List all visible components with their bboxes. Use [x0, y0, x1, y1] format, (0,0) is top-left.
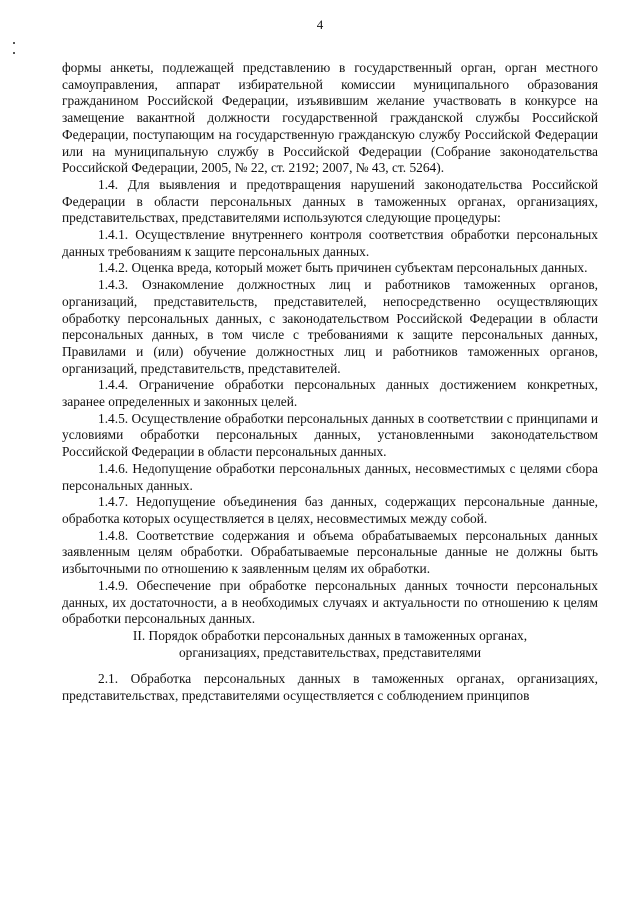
paragraph-1-4-7: 1.4.7. Недопущение объединения баз данных, содержащих персональные данные, обработка которых осуществляется в целях, несовместимых между собой. [62, 494, 598, 526]
paragraph-2-1: 2.1. Обработка персональных данных в таможенных органах, организациях, представительствах, представителями осуществляется с соблюдением принципов [62, 671, 598, 704]
paragraph-1-4-8: 1.4.8. Соответствие содержания и объема обрабатываемых персональных данных заявленным целям обработки. Обрабатываемые персональные данные не должны быть избыточными по отношению к заявленным целям их обработки. [62, 527, 598, 577]
section-heading: II. Порядок обработки персональных данных в таможенных органах, организациях, представительствах, представителями [132, 627, 528, 660]
paragraph-continuation: формы анкеты, подлежащей представлению в государственный орган, орган местного самоуправления, аппарат избирательной комиссии муниципального образования гражданином Российской Федерации, изъявившим желание участвовать в конкурсе на замещение вакантной должности государственной гражданской службы Российской Федерации, поступающим на государственную гражданскую службу Российской Федерации или на муниципальную службу в Российской Федерации (Собрание законодательства Российской Федерации, 2005, № 22, ст. 2192; 2007, № 43, ст. 5264). [62, 60, 598, 176]
paragraph-1-4-4: 1.4.4. Ограничение обработки персональных данных достижением конкретных, заранее определенных и законных целей. [62, 377, 598, 410]
paragraph-1-4-3: 1.4.3. Ознакомление должностных лиц и работников таможенных органов, организаций, представительств, представителей, непосредственно осуществляющих обработку персональных данных, с законодательством Российской Федерации в области персональных данных, в том числе с требованиями к защите персональных данных, Правилами и (или) обучение должностных лиц и работников таможенных органов, организаций, представительств, представителей. [62, 277, 598, 376]
paragraph-1-4-6: 1.4.6. Недопущение обработки персональных данных, несовместимых с целями сбора персональных данных. [62, 460, 598, 493]
scan-mark [13, 42, 15, 44]
document-body [62, 60, 598, 705]
paragraph-1-4-5: 1.4.5. Осуществление обработки персональных данных в соответствии с принципами и условиями обработки персональных данных, установленными законодательством Российской Федерации в области персональных данных. [62, 410, 598, 460]
scan-mark [13, 52, 15, 54]
paragraph-1-4-2: 1.4.2. Оценка вреда, который может быть причинен субъектам персональных данных. [98, 260, 588, 276]
paragraph-1-4: 1.4. Для выявления и предотвращения нарушений законодательства Российской Федерации в области персональных данных в таможенных органах, организациях, представительствах, представителями используются следующие процедуры: [62, 176, 598, 226]
page-number: 4 [316, 17, 324, 32]
paragraph-1-4-9: 1.4.9. Обеспечение при обработке персональных данных точности персональных данных, их достаточности, а в необходимых случаях и актуальности по отношению к целям обработки персональных данных. [62, 577, 598, 627]
paragraph-1-4-1: 1.4.1. Осуществление внутреннего контроля соответствия обработки персональных данных требованиям к защите персональных данных. [62, 227, 598, 259]
